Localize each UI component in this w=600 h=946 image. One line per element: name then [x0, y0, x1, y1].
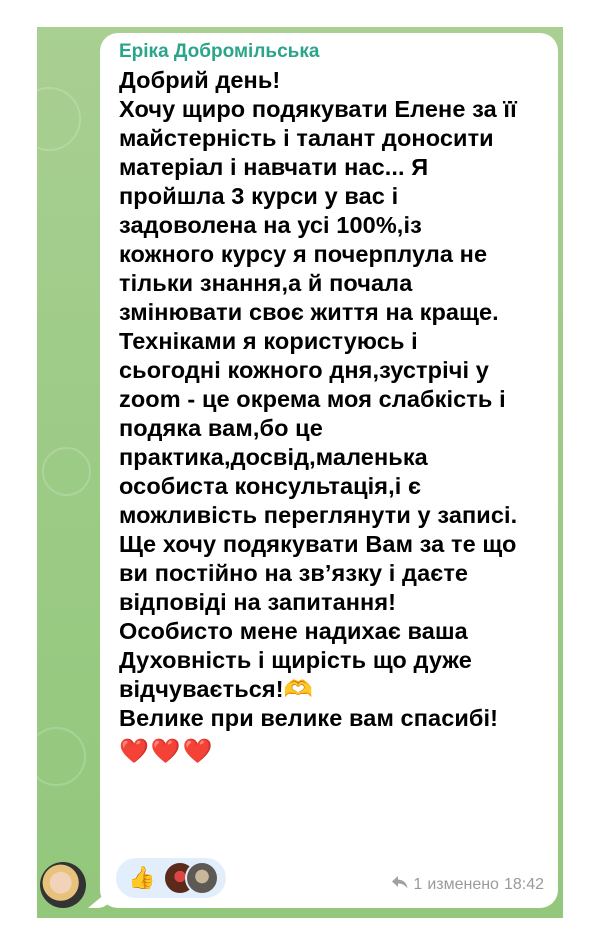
- message-line: ви постійно на зв’язку і даєте: [119, 560, 469, 586]
- reactor-avatar: [185, 861, 219, 895]
- message-line: змінювати своє життя на краще.: [119, 299, 499, 325]
- message-line: тільки знання,а й почала: [119, 270, 413, 296]
- message-meta: [392, 876, 544, 894]
- message-line: подяка вам,бо це: [119, 415, 323, 441]
- reply-icon: [392, 876, 408, 894]
- message-line: практика,досвід,маленька: [119, 444, 428, 470]
- message-bubble[interactable]: [100, 33, 558, 908]
- message-line: Ще хочу подякувати Вам за те що: [119, 531, 517, 557]
- message-line: Велике при велике вам спасибі!: [119, 705, 499, 731]
- message-line: матеріал і навчати нас... Я: [119, 154, 429, 180]
- sender-avatar[interactable]: [40, 862, 86, 908]
- message-line: задоволена на усі 100%,із: [119, 212, 422, 238]
- message-line: Техніками я користуюсь і: [119, 328, 418, 354]
- message-line: Хочу щиро подякувати Елене за її: [119, 96, 517, 122]
- message-line: Добрий день!: [119, 67, 281, 93]
- sender-name[interactable]: Еріка Добромільська: [119, 41, 320, 62]
- message-line: можливість переглянути у записі.: [119, 502, 518, 528]
- reaction-chip[interactable]: [116, 858, 226, 898]
- message-line: відчувається!🫶: [119, 676, 314, 702]
- message-line: Особисто мене надихає ваша: [119, 618, 468, 644]
- doodle: [37, 727, 86, 786]
- doodle: [42, 447, 91, 496]
- edited-label: изменено: [427, 876, 499, 893]
- message-line: відповіді на запитання!: [119, 589, 397, 615]
- message-line: Духовність і щирість що дуже: [119, 647, 472, 673]
- message-line: сьогодні кожного дня,зустрічі у: [119, 357, 489, 383]
- message-time: 18:42: [503, 876, 544, 893]
- reply-count[interactable]: 1: [413, 876, 423, 893]
- message-line: кожного курсу я почерплула не: [119, 241, 488, 267]
- message-line: zoom - це окрема моя слабкість і: [119, 386, 506, 412]
- message-text: [119, 66, 544, 733]
- message-line: особиста консультація,і є: [119, 473, 422, 499]
- doodle: [37, 87, 81, 151]
- message-line: пройшла 3 курси у вас і: [119, 183, 399, 209]
- hearts-emoji: ❤️❤️❤️: [119, 738, 215, 765]
- thumbs-up-icon: 👍: [128, 865, 156, 890]
- message-line: майстерність і талант доносити: [119, 125, 494, 151]
